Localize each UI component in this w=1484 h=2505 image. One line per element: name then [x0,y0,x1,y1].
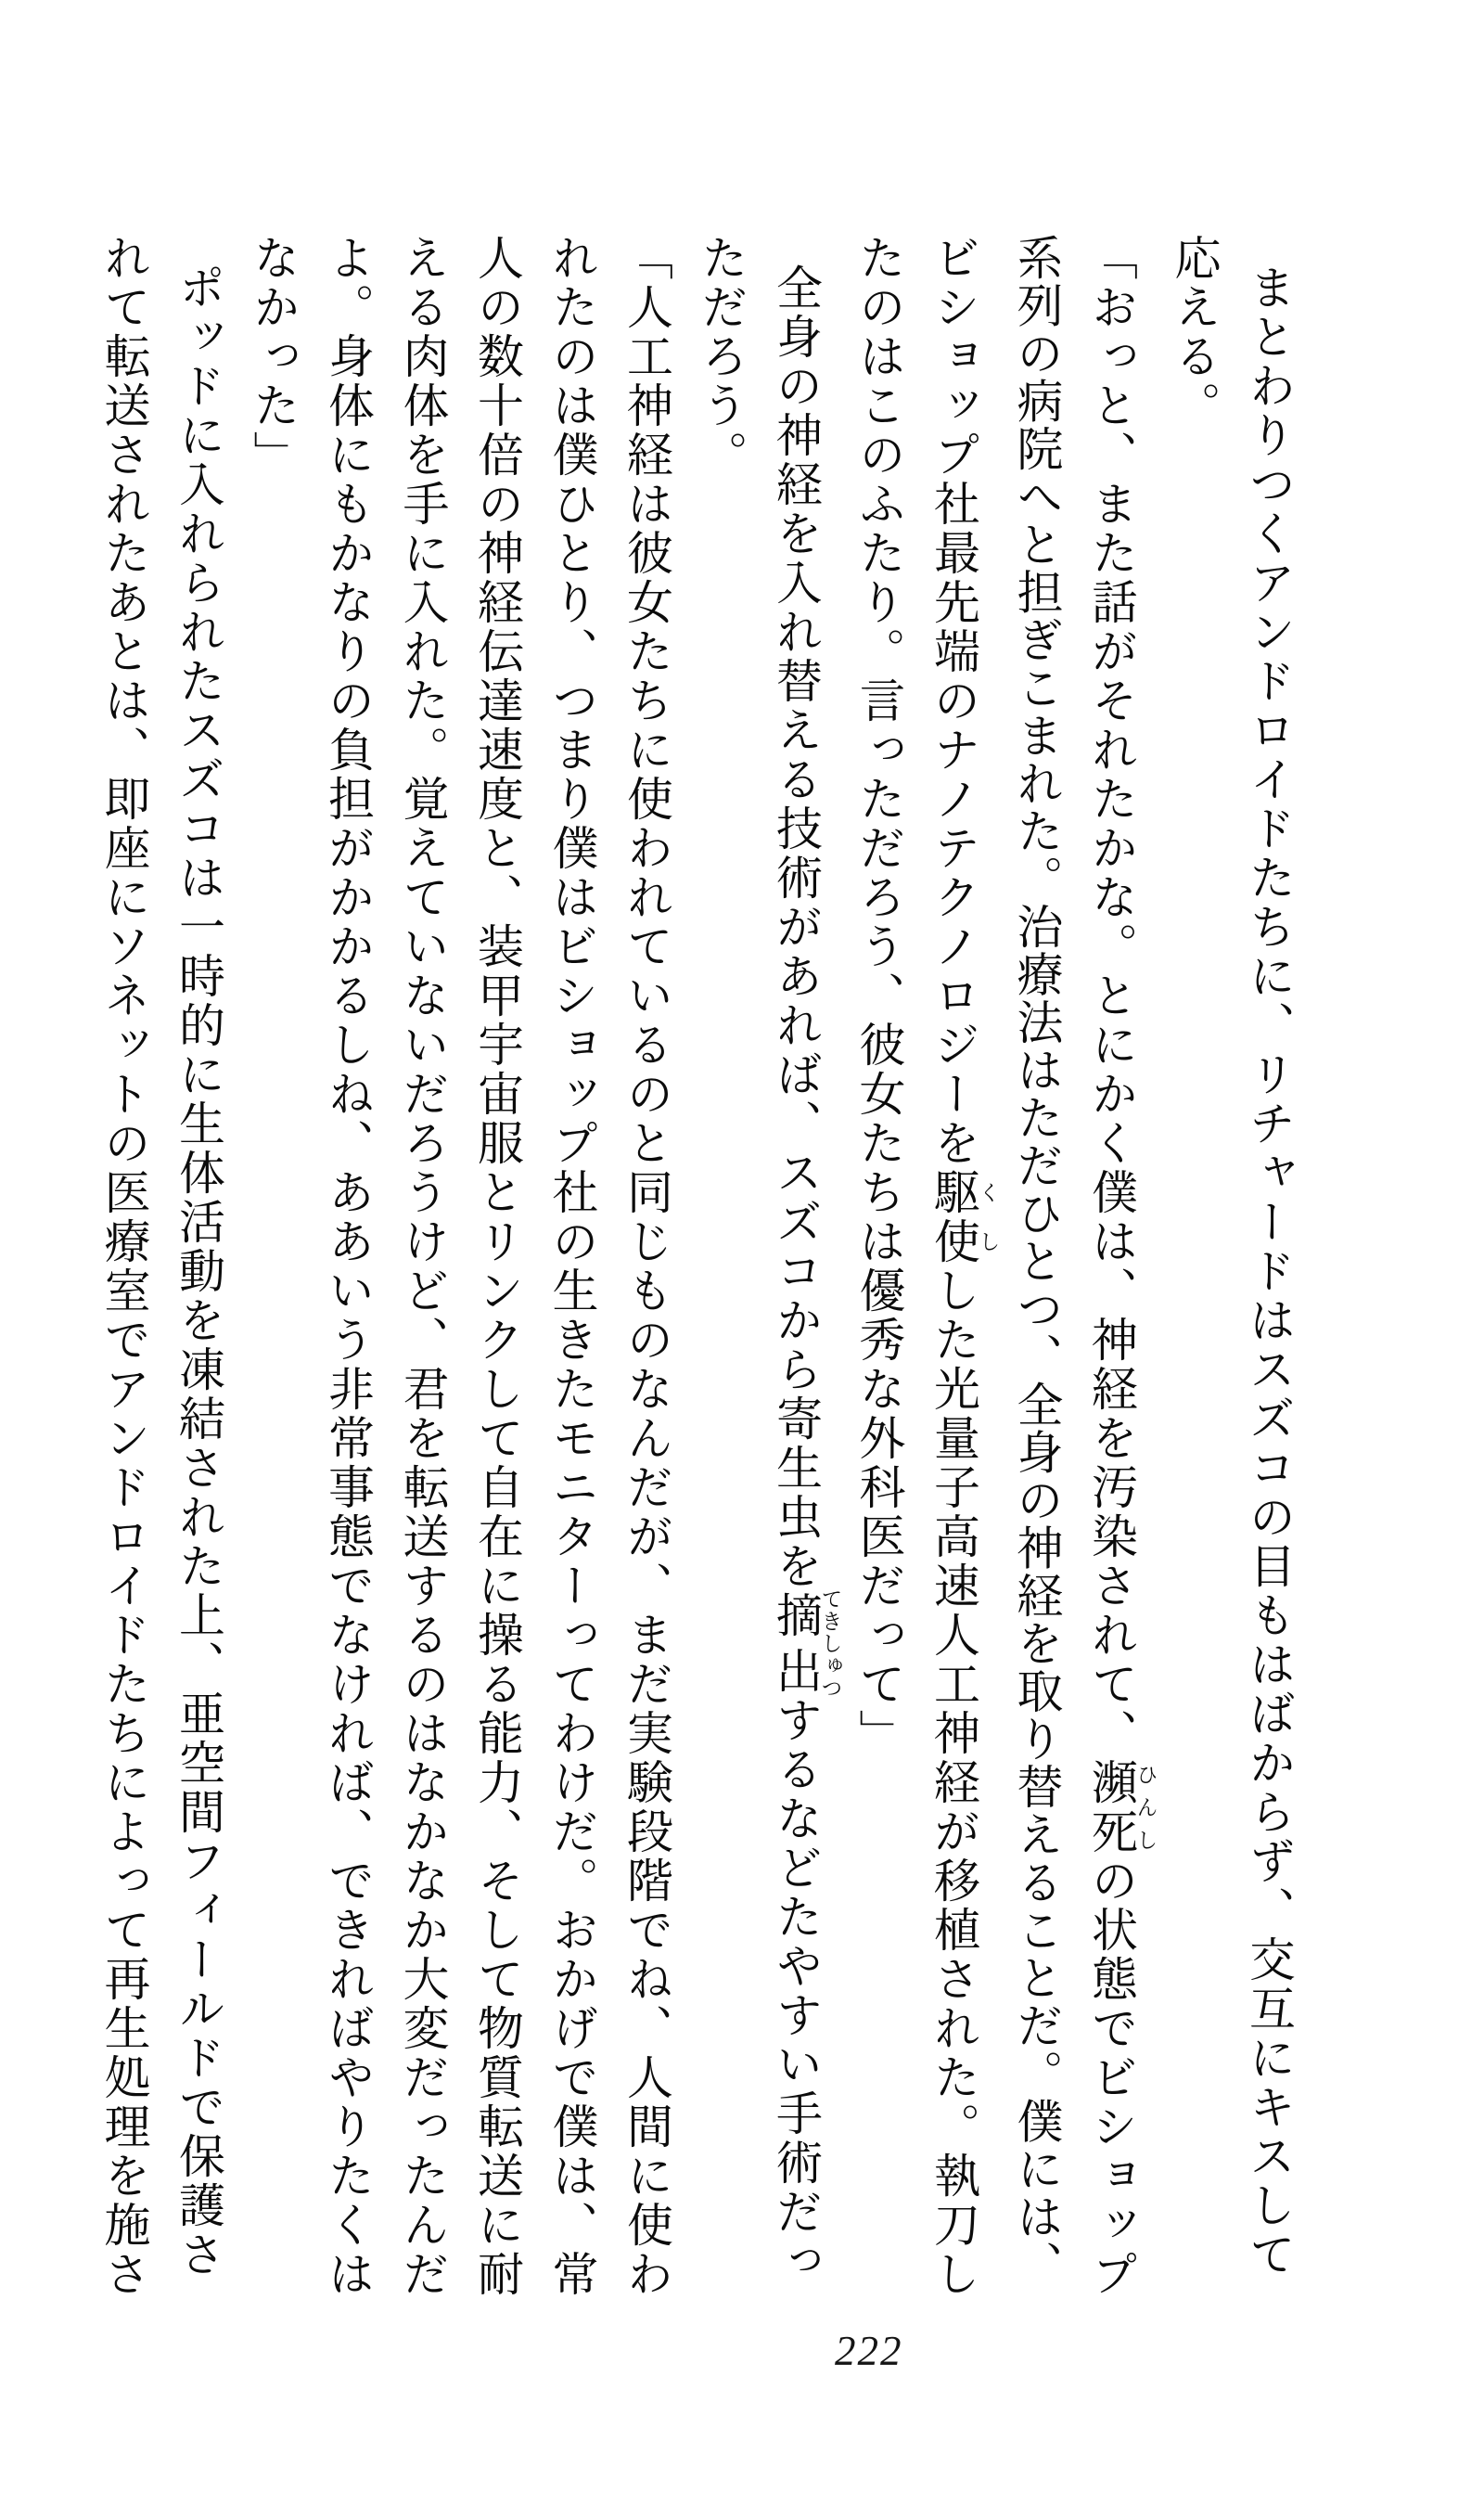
text-column: ポッドに入れられたスズコは一時的に生体活動を凍結された上、亜空間フィールドで保護さ [173,263,224,2280]
furigana-annotated-word: 瀕死ひんし [1085,1758,1158,1856]
text-column: よ。身体にもかなりの負担がかかるしね、ああいう非常事態でなければ、できればやりたくは [322,234,374,2299]
text-column: たのはこのふたり。言っただろう、彼女たちは優秀な外科医だって」 [852,234,905,1758]
furigana-reading: くし [976,1168,1000,1266]
text-column: ビショップ社最先端のナノテクノロジーを駆使くしした光量子高速人工神経が移植された。執刀し [928,234,1000,2299]
furigana-annotated-word: 摘出てきしゅつ [770,1587,842,1700]
furigana-reading: ひんし [1133,1758,1158,1856]
furigana-reading: てきしゅつ [818,1587,842,1700]
text-column: れたのは僕ひとり、つまり僕はビショップ社の生きたモニターってわけだ。おかげで僕は、常 [545,234,598,2299]
text-column: ただろう。 [695,234,748,480]
text-column: 応える。 [1168,234,1221,430]
text-column: 人の数十倍の神経伝達速度と、装甲宇宙服とリンクして自在に操る能力、そして物質転送に耐 [471,234,523,2299]
text-column: まとわりつくアンドロイドたちに、リチャードはスズコの目もはばからず、交互にキスして [1243,263,1295,2280]
text-column: なかった」 [247,234,300,480]
text-column: れて転送されたあとは、即座にソネットの医療室でアンドロイドたちによって再生処理を施さ [97,234,150,2299]
text-column: える肉体を手に入れた。覚えていないだろうけど、君を転送するのはなかなか大変だったんだ [396,234,449,2299]
furigana-annotated-word: 駆使くし [928,1168,1000,1266]
page-number: 222 [835,2328,903,2374]
text-column: 「人工神経は彼女たちに使われているのと同じものなんだが、まだ実験段階でね、人間に使わ [620,234,672,2299]
text-column: 「おっと、また話がそれたかな。とにかく僕は、神経を汚染されて、瀕死ひんしの状態でビショップ [1085,234,1158,2299]
text-column: 系列の病院へと担ぎこまれた。治療法はただひとつ、全身の神経を取り替えることだ。僕には、 [1010,234,1063,2289]
text-column: 全身の神経を入れ替える技術があれば、スズコから寄生虫を摘出てきしゅつするなどたやすい手術だっ [770,263,842,2286]
text-block [97,234,1306,2312]
